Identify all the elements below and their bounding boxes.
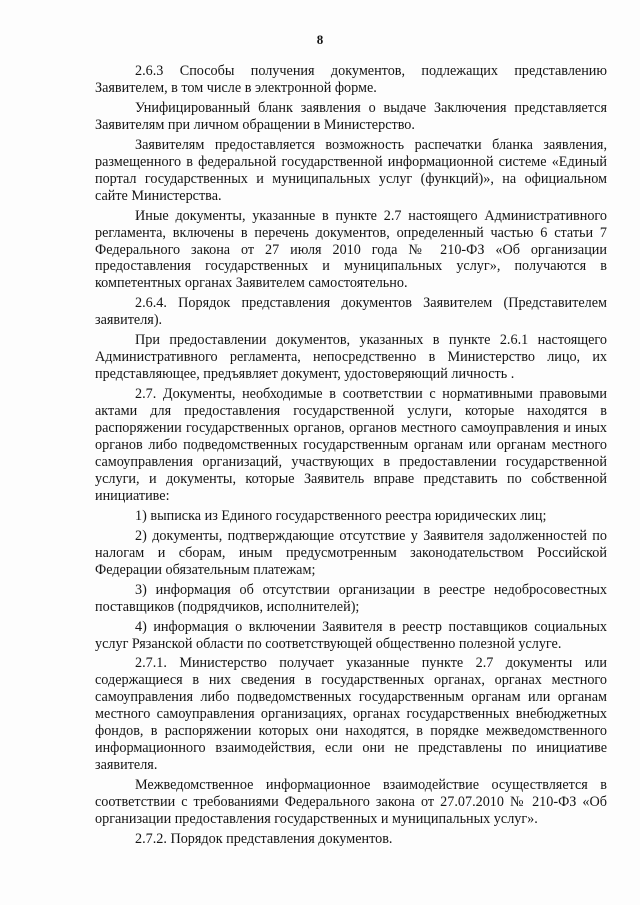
paragraph-other-documents: Иные документы, указанные в пункте 2.7 настоящего Административного регламента, включены в перечень документов, определенный частью 6 статьи 7 Федерального закона от 27 июля 2010 года № 210-ФЗ «Об организации предоставления государственных и муниципальных услуг», получаются в компетентных органах Заявителем самостоятельно. [95, 207, 607, 292]
list-item-2: 2) документы, подтверждающие отсутствие у Заявителя задолженностей по налогам и сборам, иным предусмотренным законодательством Российской Федерации обязательным платежам; [95, 527, 607, 578]
paragraph-2-7-2: 2.7.2. Порядок представления документов. [135, 830, 393, 847]
list-item-1: 1) выписка из Единого государственного реестра юридических лиц; [135, 507, 547, 524]
paragraph-unified-form: Унифицированный бланк заявления о выдаче Заключения представляется Заявителям при личном обращении в Министерство. [95, 99, 607, 133]
paragraph-print-form: Заявителям предоставляется возможность распечатки бланка заявления, размещенного в федеральной государственной информационной системе «Единый портал государственных и муниципальных услуг (функций)», на официальном сайте Министерства. [95, 136, 607, 204]
list-item-3: 3) информация об отсутствии организации в реестре недобросовестных поставщиков (подрядчиков, исполнителей); [95, 581, 607, 615]
paragraph-2-6-3: 2.6.3 Способы получения документов, подлежащих представлению Заявителем, в том числе в электронной форме. [95, 63, 607, 96]
paragraph-2-7: 2.7. Документы, необходимые в соответствии с нормативными правовыми актами для предоставления государственной услуги, которые находятся в распоряжении государственных органов, органов местного самоуправления и иных органов либо подведомственных государственным органам или органам местного самоуправления организаций, участвующих в предоставлении государственной услуги, и документы, которые Заявитель вправе представить по собственной инициативе: [95, 386, 607, 504]
page-number: 8 [316, 32, 324, 47]
document-body [95, 63, 607, 848]
list-item-4: 4) информация о включении Заявителя в реестр поставщиков социальных услуг Рязанской области по соответствующей общественно полезной услуге. [95, 618, 607, 652]
paragraph-identity-document: При предоставлении документов, указанных в пункте 2.6.1 настоящего Административного регламента, непосредственно в Министерство лицо, их представляющее, предъявляет документ, удостоверяющий личность . [95, 332, 607, 383]
paragraph-2-6-4: 2.6.4. Порядок представления документов Заявителем (Представителем заявителя). [95, 295, 607, 329]
paragraph-interagency-interaction: Межведомственное информационное взаимодействие осуществляется в соответствии с требованиями Федерального закона от 27.07.2010 № 210-ФЗ «Об организации предоставления государственных и муниципальных услуг». [95, 777, 607, 828]
paragraph-2-7-1: 2.7.1. Министерство получает указанные пункте 2.7 документы или содержащиеся в них сведения в государственных органах, органах местного самоуправления либо подведомственных государственным органам или органам местного самоуправления организациях, органах государственных внебюджетных фондов, в распоряжении которых они находятся, в порядке межведомственного информационного взаимодействия, если они не представлены по инициативе заявителя. [95, 655, 607, 774]
